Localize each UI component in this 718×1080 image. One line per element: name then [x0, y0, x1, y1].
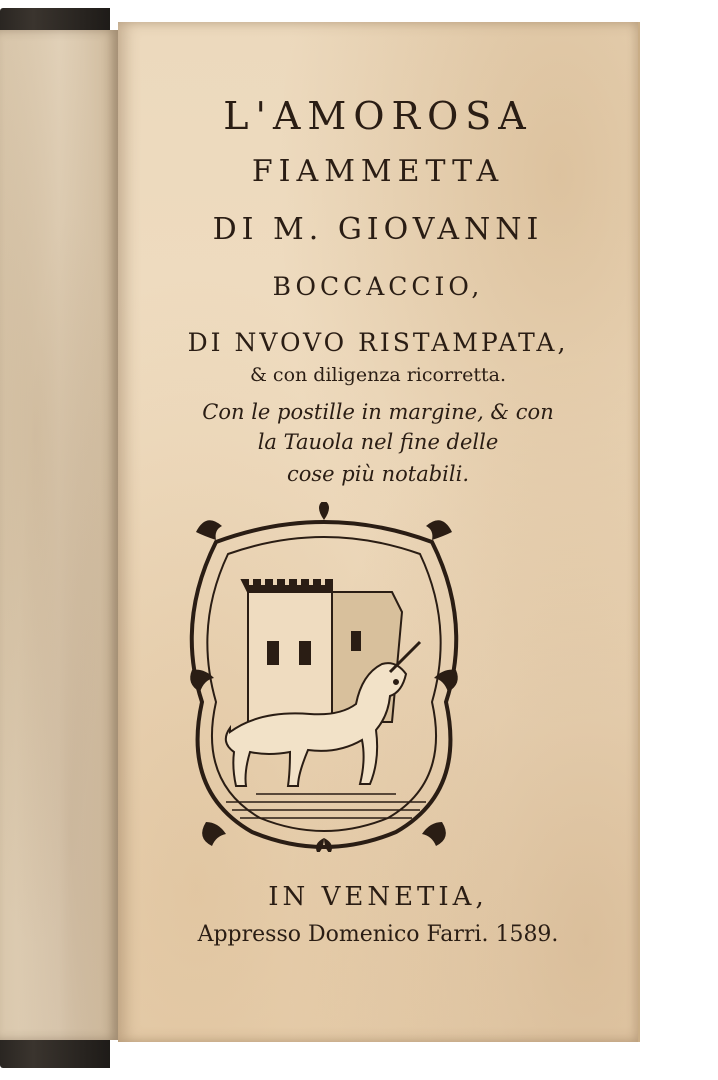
edition-line-2: & con diligenza ricorretta. — [249, 364, 506, 386]
author-line-2: BOCCACCIO, — [272, 272, 484, 301]
title-page — [118, 22, 640, 1042]
note-line-3: cose più notabili. — [286, 462, 470, 486]
facing-endpaper — [0, 30, 118, 1040]
printers-device-woodcut — [176, 502, 472, 852]
title-line-1: L'AMOROSA — [223, 94, 533, 138]
note-line-1: Con le postille in margine, & con — [202, 400, 554, 424]
edition-line-1: DI NVOVO RISTAMPATA, — [187, 328, 569, 357]
author-line-1: DI M. GIOVANNI — [212, 212, 544, 247]
note-line-2: la Tauola nel fine delle — [257, 430, 499, 454]
title-line-2: FIAMMETTA — [251, 154, 505, 189]
imprint-line: Appresso Domenico Farri. 1589. — [197, 922, 559, 947]
place-of-printing: IN VENETIA, — [268, 882, 488, 912]
